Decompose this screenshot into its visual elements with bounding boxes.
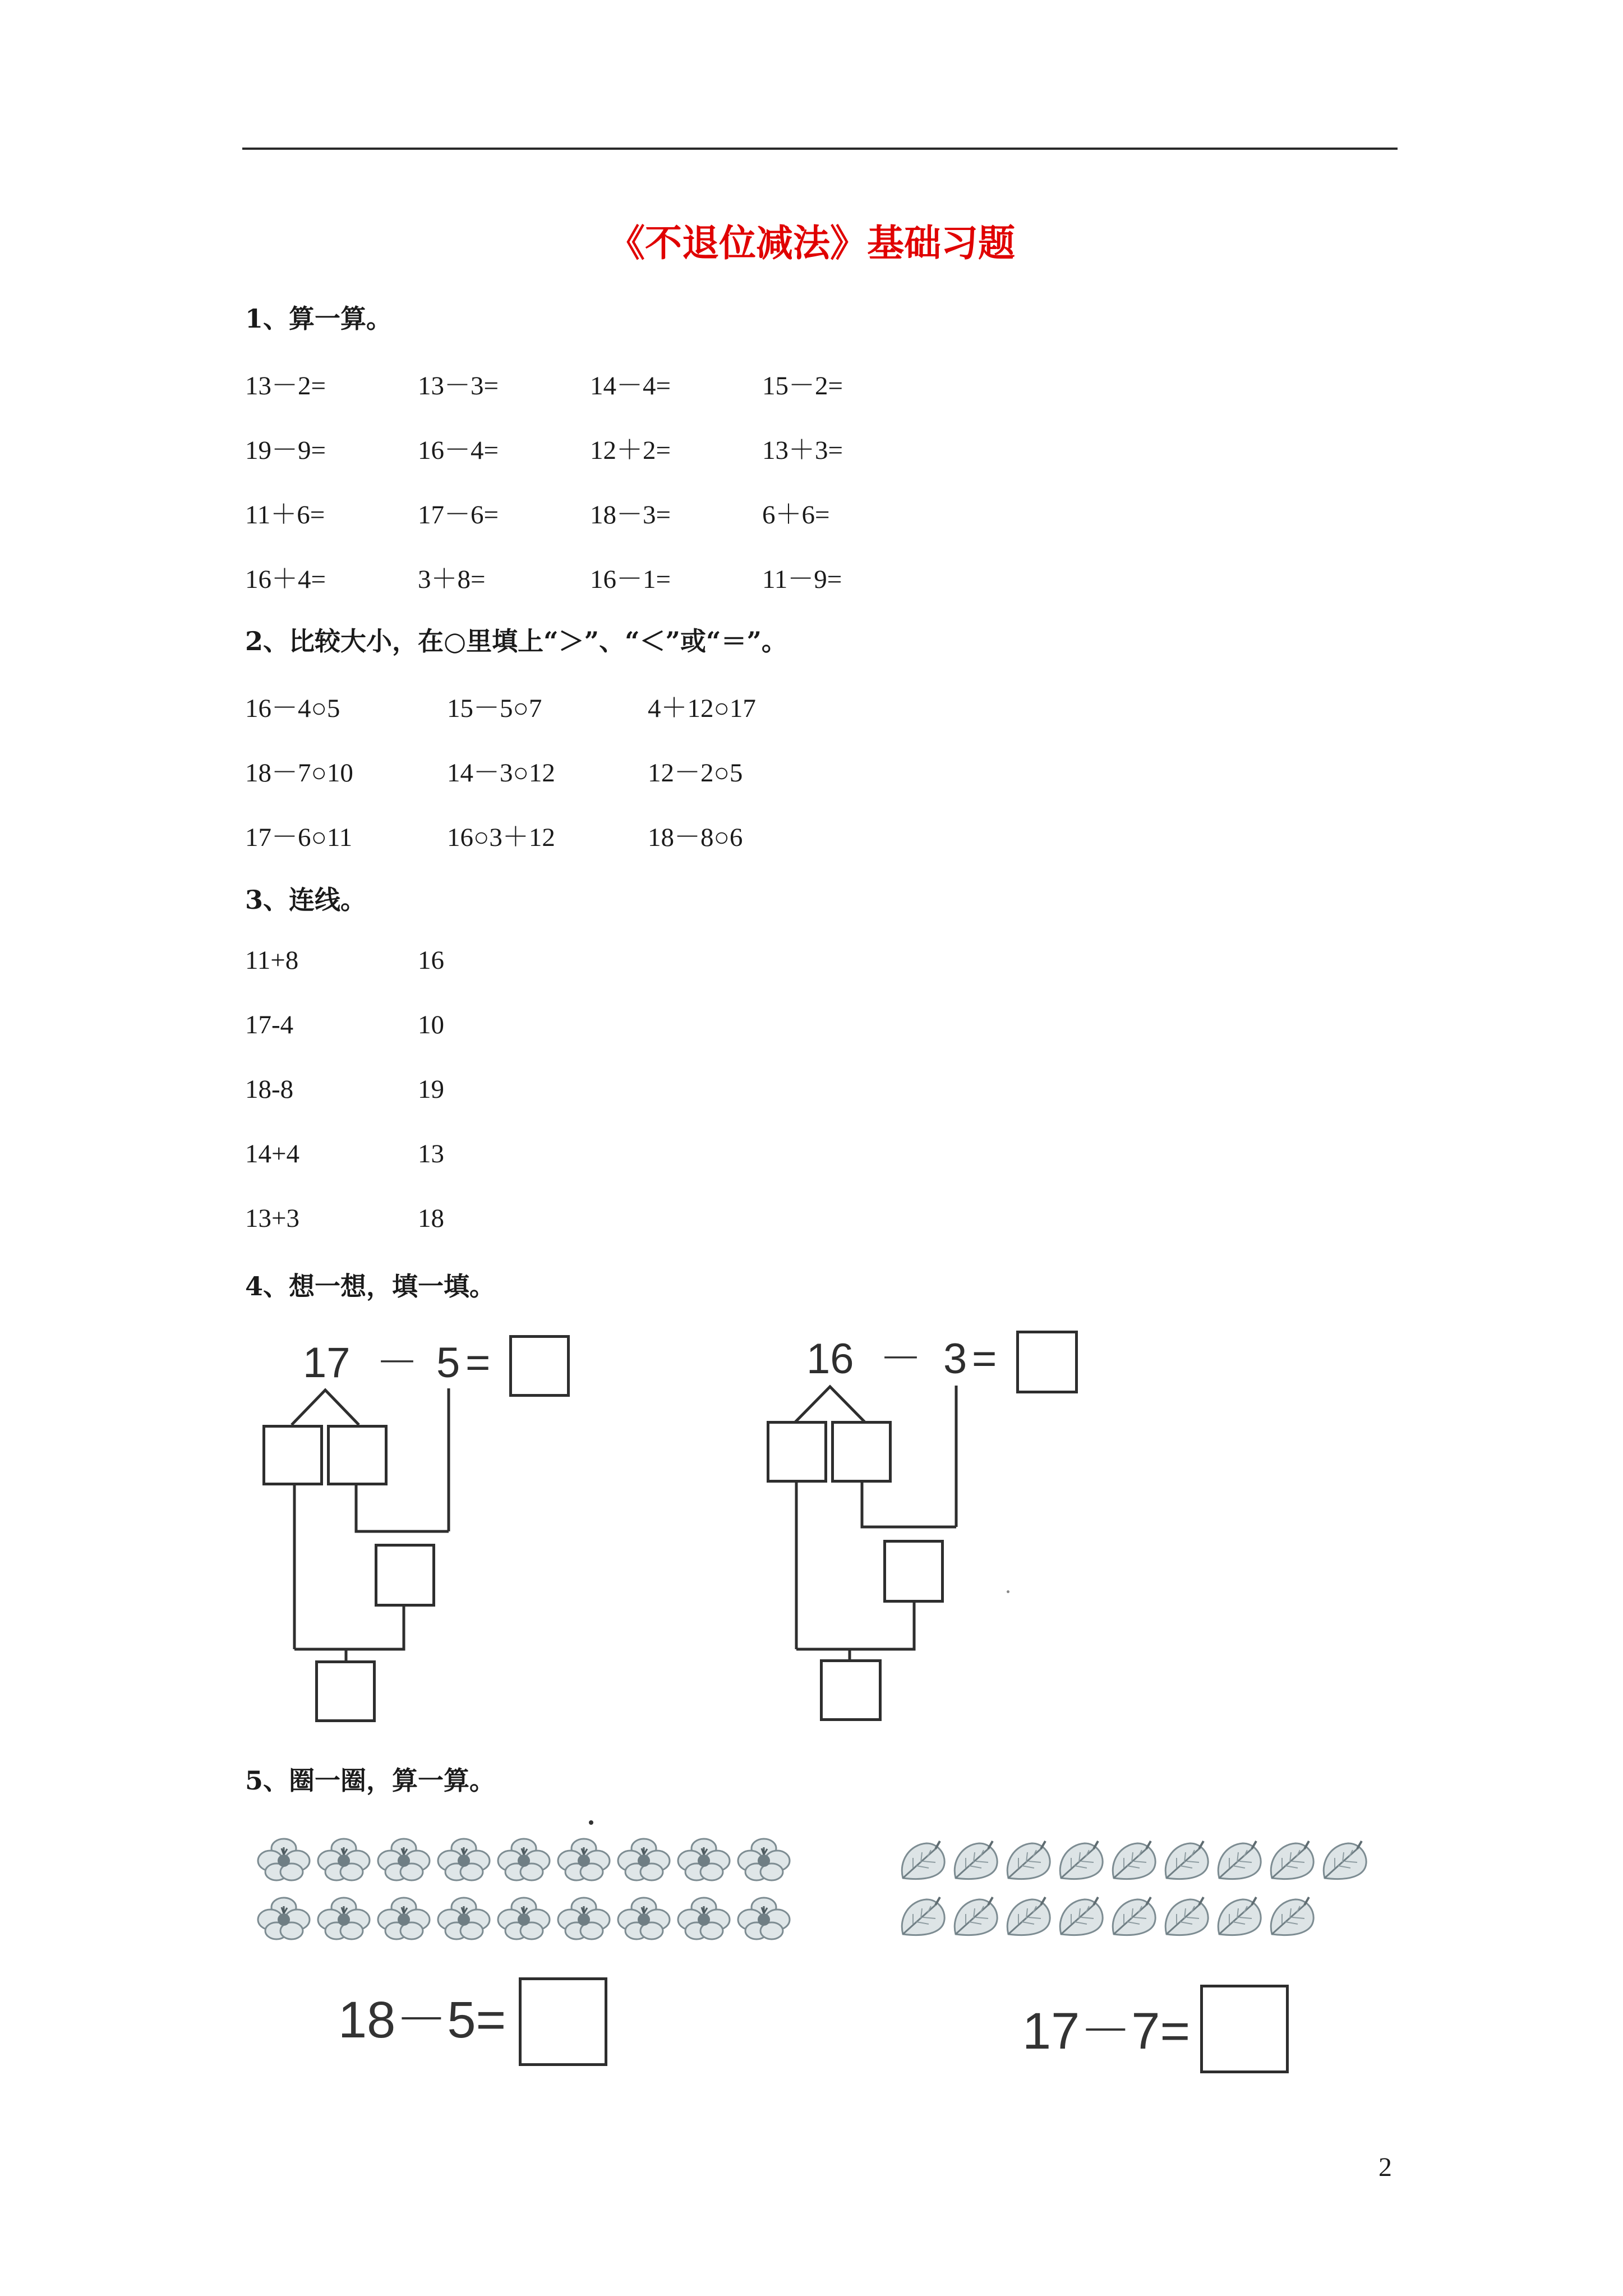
flower-icon [257, 1837, 311, 1884]
split-box-ones[interactable] [327, 1425, 388, 1485]
flower-icon [317, 1896, 371, 1943]
q2-item: 17－6○11 [245, 823, 353, 852]
result-box[interactable] [820, 1659, 882, 1721]
answer-box[interactable] [519, 1977, 607, 2066]
flower-icon [677, 1896, 731, 1943]
flower-icon [377, 1837, 431, 1884]
intermediate-box[interactable] [883, 1540, 944, 1603]
diagram-1-minuend: 17 [303, 1339, 351, 1387]
leaf-icon [896, 1895, 948, 1942]
q1-item: 16－4= [418, 436, 499, 465]
group-1-equation: 18－5= [338, 1991, 506, 2049]
q1-item: 16＋4= [245, 565, 326, 594]
leaf-icon [1054, 1839, 1106, 1886]
intermediate-box[interactable] [375, 1544, 435, 1607]
leaf-icon [1160, 1839, 1211, 1886]
flower-icon [317, 1837, 371, 1884]
match-right-item: 10 [418, 1010, 444, 1039]
q1-item: 13－2= [245, 371, 326, 401]
page-title: 《不退位减法》基础习题 [608, 221, 1015, 265]
flower-icon [737, 1896, 791, 1943]
q1-item: 14－4= [590, 371, 671, 401]
q1-item: 15－2= [762, 371, 843, 401]
leaf-icon [1002, 1839, 1053, 1886]
leaf-icon [1107, 1839, 1159, 1886]
leaf-icon [1265, 1895, 1317, 1942]
group-2-equation: 17－7= [1022, 2003, 1191, 2060]
q1-item: 16－1= [590, 565, 671, 594]
result-box[interactable] [315, 1660, 376, 1722]
flower-icon [557, 1896, 611, 1943]
speck [1007, 1590, 1009, 1593]
diagram-1-subtrahend: 5 [436, 1339, 460, 1387]
flower-icon [437, 1896, 491, 1943]
flower-icon [377, 1896, 431, 1943]
match-left-item: 14+4 [245, 1139, 300, 1168]
leaf-icon [1160, 1895, 1211, 1942]
q4-heading: 4、想一想，填一填。 [245, 1271, 496, 1301]
q1-item: 12＋2= [590, 436, 671, 465]
q2-heading: 2、比较大小，在○里填上“＞”、“＜”或“＝”。 [245, 626, 787, 656]
flower-icon [497, 1837, 551, 1884]
flower-icon [557, 1837, 611, 1884]
q1-item: 13＋3= [762, 436, 843, 465]
q1-item: 17－6= [418, 500, 499, 530]
leaf-icon [949, 1839, 1000, 1886]
q1-heading: 1、算一算。 [245, 303, 393, 334]
leaf-icon [1054, 1895, 1106, 1942]
q1-item: 6＋6= [762, 500, 830, 530]
leaf-icon [1265, 1839, 1317, 1886]
q2-item: 16－4○5 [245, 694, 340, 723]
flower-icon [497, 1896, 551, 1943]
q1-item: 19－9= [245, 436, 326, 465]
leaf-icon [949, 1895, 1000, 1942]
leaf-icon [1107, 1895, 1159, 1942]
q1-item: 18－3= [590, 500, 671, 530]
q2-item: 15－5○7 [447, 694, 542, 723]
match-left-item: 18-8 [245, 1075, 294, 1104]
match-right-item: 13 [418, 1139, 444, 1168]
q2-item: 18－7○10 [245, 758, 353, 788]
diagram-1-minus: － [376, 1339, 418, 1387]
match-right-item: 16 [418, 946, 444, 975]
split-box-tens[interactable] [767, 1421, 827, 1483]
q1-item: 13－3= [418, 371, 499, 401]
q2-item: 16○3＋12 [447, 823, 555, 852]
diagram-2-minus: － [879, 1335, 922, 1383]
flower-icon [737, 1837, 791, 1884]
split-box-tens[interactable] [262, 1425, 323, 1485]
leaf-icon [896, 1839, 948, 1886]
q5-heading: 5、圈一圈，算一算。 [245, 1765, 496, 1796]
flower-icon [617, 1896, 671, 1943]
match-left-item: 17-4 [245, 1010, 294, 1039]
flower-icon [617, 1837, 671, 1884]
q1-item: 11＋6= [245, 500, 325, 530]
page-number: 2 [1378, 2152, 1392, 2182]
answer-box[interactable] [509, 1335, 570, 1397]
leaf-icon [1212, 1895, 1264, 1942]
q1-item: 11－9= [762, 565, 842, 594]
answer-box[interactable] [1200, 1985, 1289, 2073]
q2-item: 14－3○12 [447, 758, 555, 788]
q2-item: 4＋12○17 [648, 694, 756, 723]
speck [589, 1820, 593, 1825]
match-left-item: 13+3 [245, 1204, 300, 1233]
flower-icon [257, 1896, 311, 1943]
q1-item: 3＋8= [418, 565, 486, 594]
diagram-1-equals: = [465, 1339, 491, 1387]
leaf-icon [1212, 1839, 1264, 1886]
flower-icon [437, 1837, 491, 1884]
answer-box[interactable] [1016, 1331, 1078, 1393]
q2-item: 18－8○6 [648, 823, 743, 852]
diagram-2-equals: = [972, 1335, 997, 1383]
match-left-item: 11+8 [245, 946, 299, 975]
diagram-2-minuend: 16 [806, 1335, 854, 1383]
q2-item: 12－2○5 [648, 758, 743, 788]
match-right-item: 18 [418, 1204, 444, 1233]
leaf-icon [1318, 1839, 1370, 1886]
match-right-item: 19 [418, 1075, 444, 1104]
diagram-2-subtrahend: 3 [943, 1335, 967, 1383]
flower-icon [677, 1837, 731, 1884]
leaf-icon [1002, 1895, 1053, 1942]
split-box-ones[interactable] [831, 1421, 892, 1483]
q3-heading: 3、连线。 [245, 885, 367, 915]
